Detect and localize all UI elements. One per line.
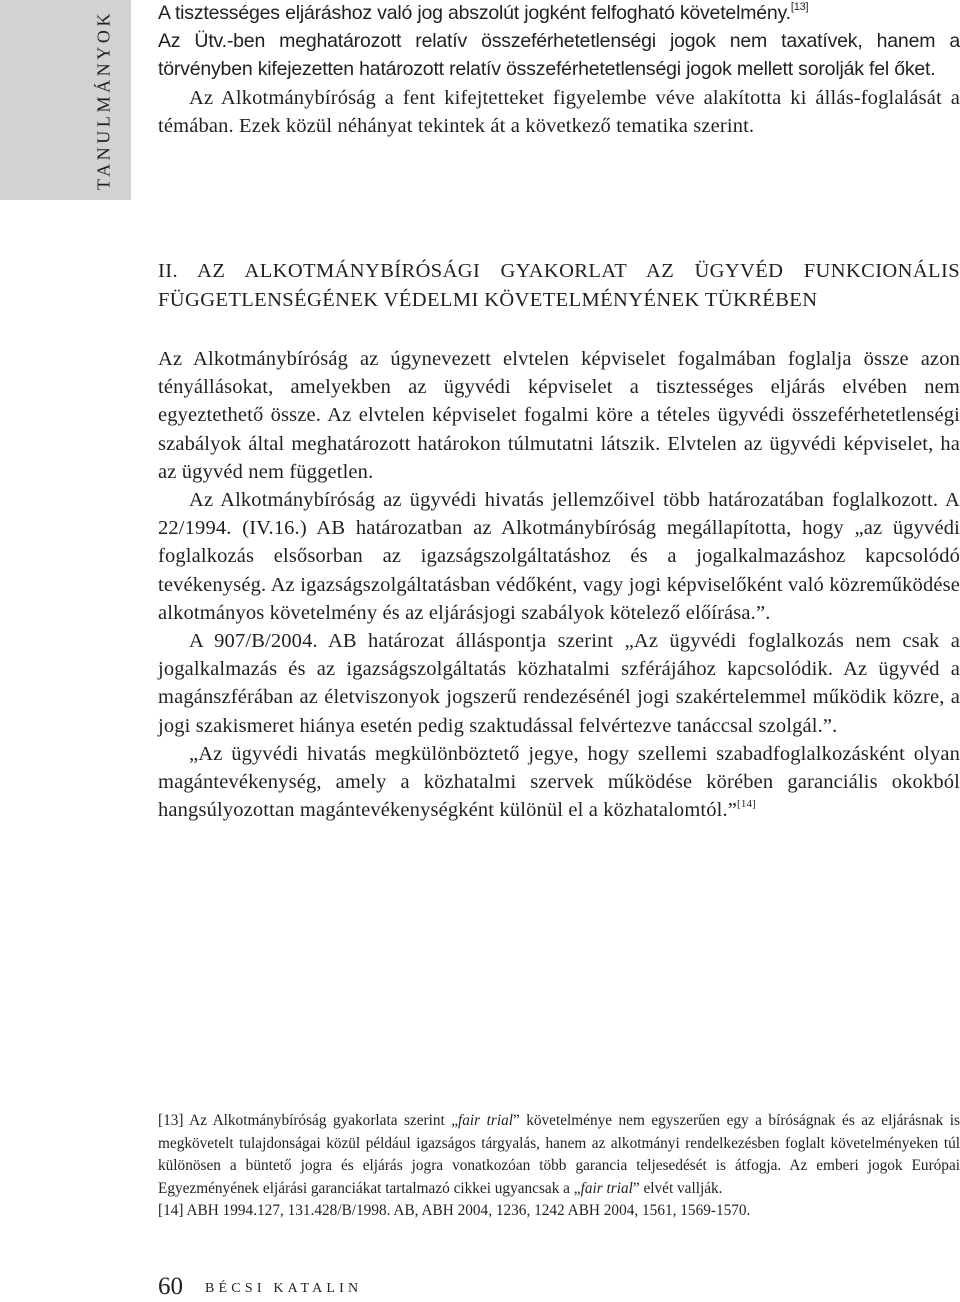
footnote-14: [158, 1200, 960, 1223]
main-block: [158, 345, 960, 824]
footnote-13-term-1: fair trial: [458, 1112, 513, 1129]
section-tab: [0, 0, 131, 200]
author-name: BÉCSI KATALIN: [205, 1281, 363, 1296]
footnote-ref-13[interactable]: [13]: [790, 1, 809, 13]
intro-paragraph-1: [158, 0, 960, 27]
main-paragraph-2: Az Alkotmánybíróság az ügyvédi hivatás jellemzőivel több határozatában foglalkozott. A 22/1994. (IV.16.) AB határozatban az Alkotmánybíróság megállapította, hogy „az ügyvédi foglalkozás elsősorban az igazságszolgáltatáshoz és a jogalkalmazáshoz kapcsolódó tevékenység. Az igazságszolgáltatásban védőként, vagy jogi képviselőként való közreműködése alkotmányos követelmény és az eljárásjogi szabályok kötelező előírása.”.: [158, 489, 960, 624]
footnote-13-term-2: fair trial: [580, 1179, 633, 1197]
section-heading: II. AZ ALKOTMÁNYBÍRÓSÁGI GYAKORLAT AZ ÜGYVÉD FUNKCIONÁLIS FÜGGETLENSÉGÉNEK VÉDELMI KÖVETELMÉNYÉNEK TÜKRÉBEN: [158, 260, 960, 311]
intro-paragraph-2: Az Ütv.-ben meghatározott relatív összeférhetetlenségi jogok nem taxatívek, hanem a törvényben kifejezetten határozott relatív összeférhetetlenségi jogok mellett sorolják fel őket.: [158, 30, 960, 81]
footnotes: [158, 1110, 960, 1223]
main-paragraph-4-text: „Az ügyvédi hivatás megkülönböztető jegye, hogy szellemi szabadfoglalkozásként olyan magántevékenység, amely a közhatalmi szervek működése körében garanciális okokból hangsúlyozottan magántevékenységként különül el a közhatalomtól.”: [158, 742, 960, 822]
footnote-14-label: [14]: [158, 1202, 184, 1220]
intro-block: [158, 0, 960, 140]
section-tab-label: TANULMÁNYOK: [93, 9, 114, 191]
main-paragraph-1: Az Alkotmánybíróság az úgynevezett elvtelen képviselet fogalmában foglalja össze azon tényállásokat, amelyekben az ügyvédi képviselet a tisztességes eljárás elvében nem egyeztethető össze. Az elvtelen képviselet fogalmi köre a tételes ügyvédi összeférhetetlenségi szabályok által meghatározott határokon túlmutatni látszik. Elvtelen az ügyvédi képviselet, ha az ügyvéd nem független.: [158, 348, 960, 483]
intro-line-1: A tisztességes eljáráshoz való jog abszolút jogként felfogható követelmény.: [158, 2, 791, 24]
footnote-14-text: ABH 1994.127, 131.428/B/1998. AB, ABH 2004, 1236, 1242 ABH 2004, 1561, 1569-1570.: [186, 1202, 751, 1220]
footnote-13-label: [13]: [158, 1112, 184, 1129]
main-paragraph-3: A 907/B/2004. AB határozat álláspontja szerint „Az ügyvédi foglalkozás nem csak a jogalkalmazás és az igazságszolgáltatás közhatalmi szférájához kapcsolódik. Az ügyvéd a magánszférában az életviszonyok jogszerű rendezésénél jogi szakértelemmel működik közre, a jogi szakismeret hiánya esetén pedig szaktudással felvértezve tanáccsal szolgál.”.: [158, 630, 960, 737]
footnote-13: [158, 1110, 960, 1200]
page-number: 60: [158, 1273, 183, 1300]
footnote-13-text-1: Az Alkotmánybíróság gyakorlata szerint „: [189, 1112, 459, 1129]
footnote-13-text-3: ” elvét vallják.: [632, 1179, 723, 1197]
footnote-ref-14[interactable]: [14]: [737, 798, 756, 811]
main-paragraph-4: [158, 740, 960, 825]
intro-paragraph-3: Az Alkotmánybíróság a fent kifejtetteket figyelembe véve alakította ki állás-foglalását a témában. Ezek közül néhányat tekintek át a következő tematika szerint.: [158, 86, 960, 137]
footnote-13-text-2: ” követelménye nem egyszerűen egy a bíróságnak és az eljárásnak is megkövetelt tulajdonságai közül például igazságos tárgyalás, hanem az alkotmányi rendelkezésben foglalt követelményeken túl különösen a büntető jogra és eljárás jogra vonatkozóan több garancia teljesedését is átfogja. Az emberi jogok Európai Egyezményének eljárási garanciákat tartalmazó cikkei ugyancsak a „: [158, 1112, 960, 1197]
page-footer: [158, 1273, 362, 1301]
